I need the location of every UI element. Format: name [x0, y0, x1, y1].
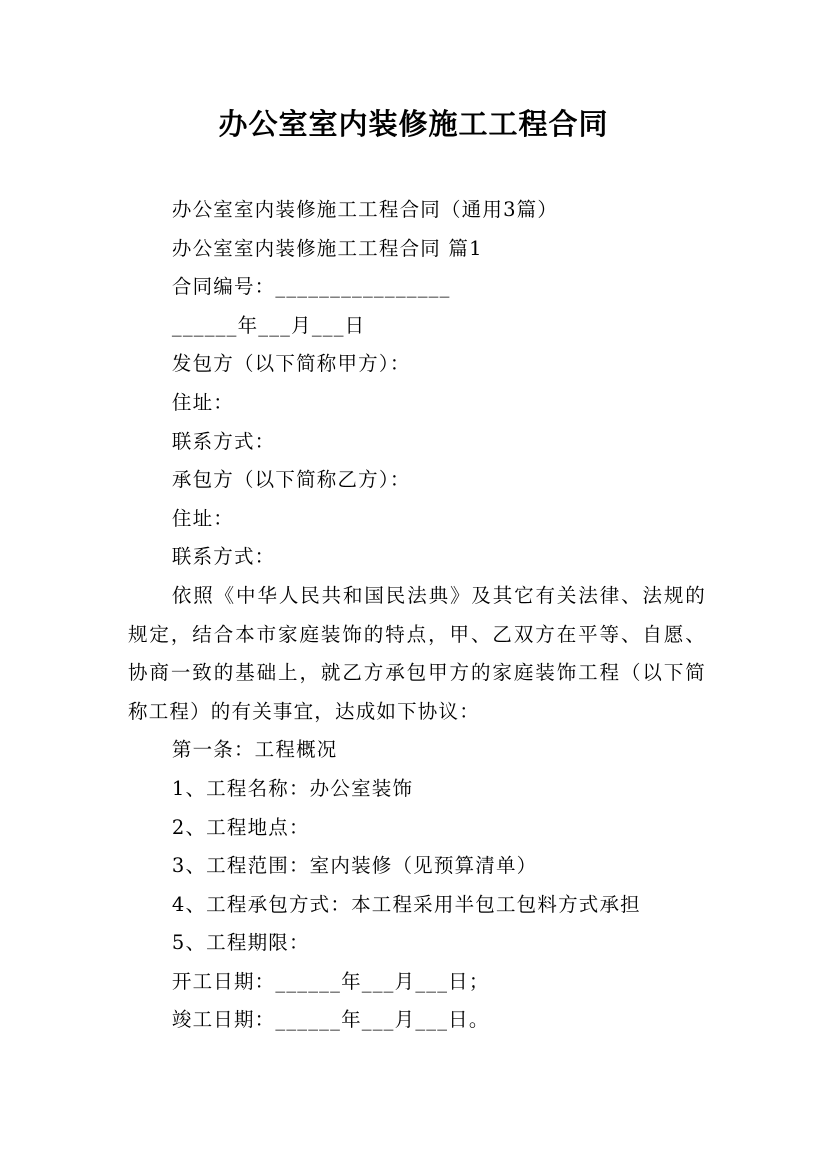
- paragraph-party-a-contact: 联系方式：: [171, 429, 276, 453]
- paragraph-preamble: 依照《中华人民共和国民法典》及其它有关法律、法规的规定，结合本市家庭装饰的特点，甲、乙双方在平等、自愿、协商一致的基础上，就乙方承包甲方的家庭装饰工程（以下简称工程）的有关事宜，达成如下协议：: [128, 583, 706, 723]
- paragraph-completion-date: 竣工日期：______年___月___日。: [171, 1008, 490, 1032]
- paragraph-party-a-address: 住址：: [171, 390, 234, 414]
- paragraph-article-1-heading: 第一条：工程概况: [171, 738, 338, 762]
- paragraph-party-b-address: 住址：: [171, 506, 234, 530]
- paragraph-contract-method: 4、工程承包方式：本工程采用半包工包料方式承担: [171, 892, 641, 916]
- paragraph-project-period: 5、工程期限：: [171, 931, 310, 955]
- document-body: [128, 191, 706, 1040]
- paragraph-project-scope: 3、工程范围：室内装修（见预算清单）: [171, 854, 538, 878]
- paragraph-project-name: 1、工程名称：办公室装饰: [171, 776, 414, 800]
- paragraph-start-date: 开工日期：______年___月___日；: [171, 969, 490, 993]
- paragraph-heading-part1: 办公室室内装修施工工程合同 篇1: [171, 236, 483, 260]
- paragraph-party-a: 发包方（以下简称甲方）：: [171, 352, 411, 376]
- paragraph-heading-general: 办公室室内装修施工工程合同（通用3篇）: [171, 198, 559, 221]
- document-title: 办公室室内装修施工工程合同: [218, 107, 609, 141]
- paragraph-date: ______年___月___日: [171, 313, 366, 337]
- paragraph-party-b-contact: 联系方式：: [171, 545, 276, 569]
- paragraph-party-b: 承包方（以下简称乙方）：: [171, 468, 411, 492]
- paragraph-project-location: 2、工程地点：: [171, 815, 310, 839]
- paragraph-contract-number: 合同编号：________________: [171, 275, 451, 299]
